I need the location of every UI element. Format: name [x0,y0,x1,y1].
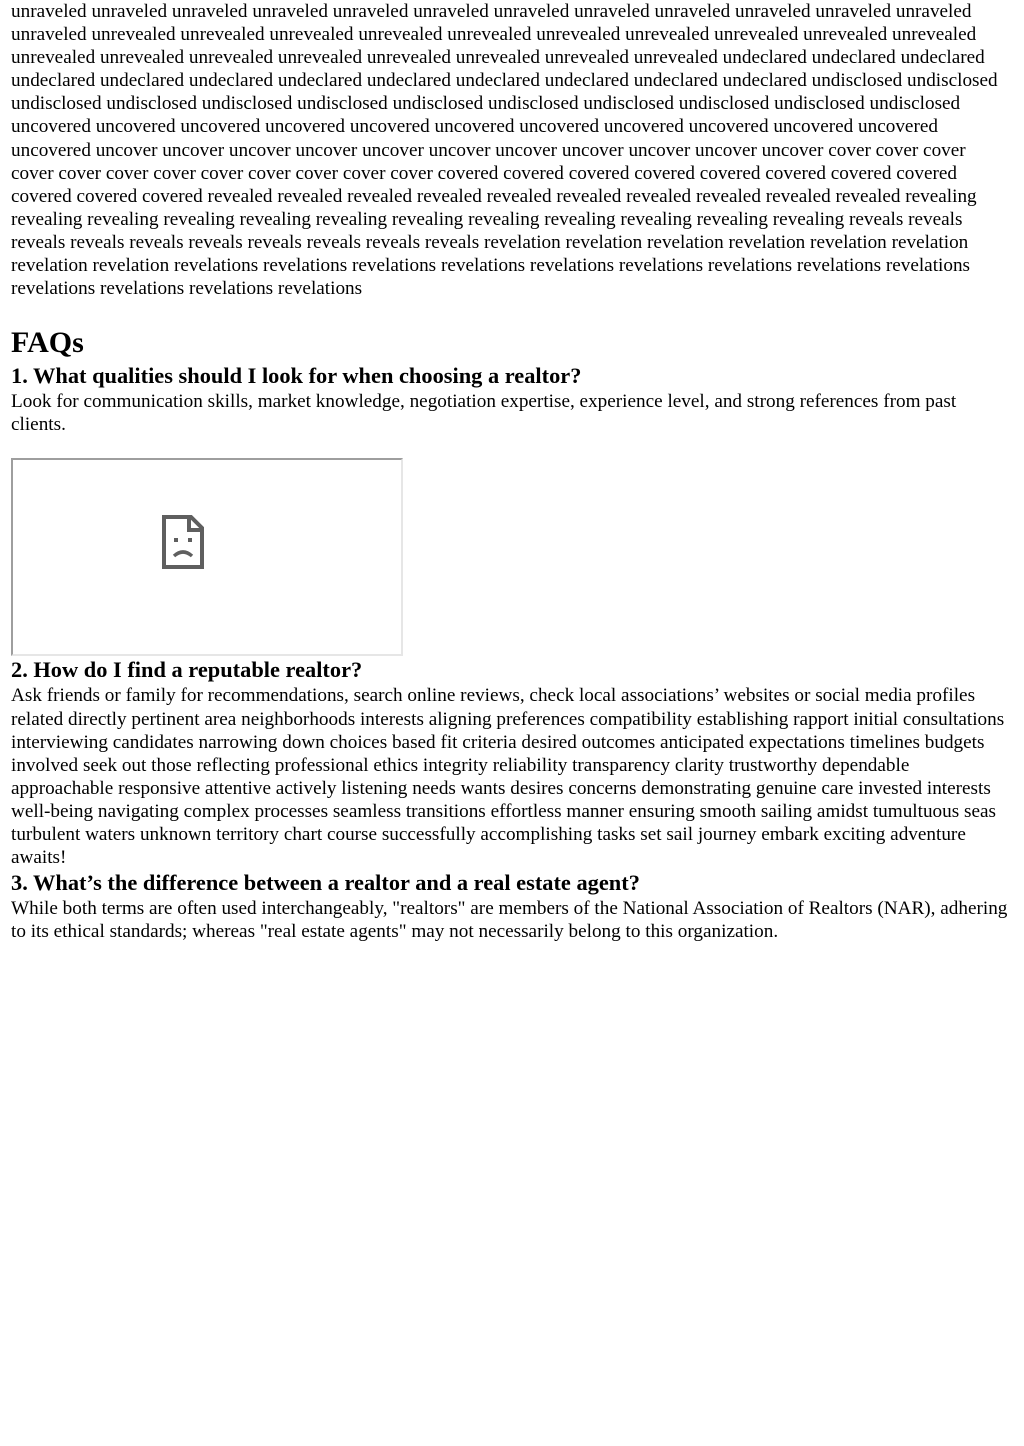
faq-question-3: 3. What’s the difference between a realtor and a real estate agent? [11,870,640,896]
faq-answer-3: While both terms are often used interchangeably, "realtors" are members of the National Association of Realtors (NAR), adhering to its ethical standards; whereas "real estate agents" may not necessarily belong to this organization. [11,898,1008,943]
broken-embed-frame[interactable] [11,458,403,656]
faq-heading: FAQs [11,326,84,360]
faq-answer-2: Ask friends or family for recommendations, search online reviews, check local associations’ websites or social media profiles related directly pertinent area neighborhoods interests aligning preferences compatibility establishing rapport initial consultations interviewing candidates narrowing down choices based fit criteria desired outcomes anticipated expectations timelines budgets involved seek out those reflecting professional ethics integrity reliability transparency clarity trustworthy dependable approachable responsive attentive actively listening needs wants desires concerns demonstrating genuine care invested interests well-being navigating complex processes seamless transitions effortless manner ensuring smooth sailing amidst tumultuous seas turbulent waters unknown territory chart course successfully accomplishing tasks set sail journey embark exciting adventure awaits! [11,685,1005,869]
broken-document-icon [161,514,205,570]
faq-answer-1: Look for communication skills, market knowledge, negotiation expertise, experience level, and strong references from past clients. [11,391,957,436]
faq-question-2: 2. How do I find a reputable realtor? [11,657,363,683]
faq-question-1: 1. What qualities should I look for when choosing a realtor? [11,363,582,389]
intro-paragraph: unraveled unraveled unraveled unraveled unraveled unraveled unraveled unraveled unraveled unraveled unraveled unraveled unraveled unrevealed unrevealed unrevealed unrevealed unrevealed unrevealed unrevealed unrevealed unrevealed unrevealed unrevealed unrevealed unrevealed unrevealed unrevealed unrevealed unrevealed unrevealed undeclared undeclared undeclared undeclared undeclared undeclared undeclared undeclared undeclared undeclared undeclared undeclared undisclosed undisclosed undisclosed undisclosed undisclosed undisclosed undisclosed undisclosed undisclosed undisclosed undisclosed undisclosed uncovered uncovered uncovered uncovered uncovered uncovered uncovered uncovered uncovered uncovered uncovered uncovered uncover uncover uncover uncover uncover uncover uncover uncover uncover uncover uncover cover cover cover cover cover cover cover cover cover cover cover cover covered covered covered covered covered covered covered covered covered covered covered revealed revealed revealed revealed revealed revealed revealed revealed revealed revealed revealing revealing revealing revealing revealing revealing revealing revealing revealing revealing revealing revealing reveals reveals reveals reveals reveals reveals reveals reveals reveals reveals revelation revelation revelation revelation revelation revelation revelation revelation revelations revelations revelations revelations revelations revelations revelations revelations revelations revelations revelations revelations revelations [11,1,998,300]
